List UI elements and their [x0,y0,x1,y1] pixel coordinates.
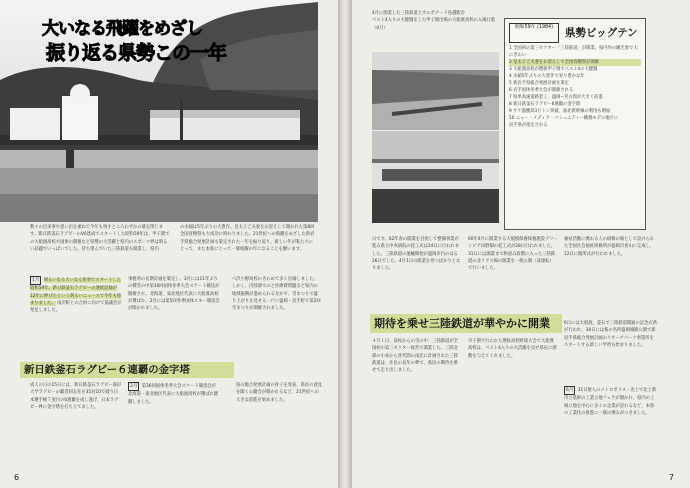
col2-badge: 2月 [128,382,139,391]
timeline-item: 10 ニュー・メディア・コミュニティー構想モデル地区に [509,116,618,121]
month1-block [30,276,122,350]
month1-badge: 1月 [30,276,41,285]
r-col3-text: 福祉活動に携わる人の研修の場として設けられた全国社会福祉研修所が盛岡市喜山に完成し、12日に開所式が行われました。 [564,237,655,257]
stadium-illustration [372,52,499,130]
r-col3c-badge: 6月 [564,386,575,395]
timeline-item: 9 サケ漁獲高3万トン突破、東北新幹線の利用も増加 [509,109,611,114]
timeline-item: 5 新岩手県総合発展計画を策定 [509,81,569,86]
timeline-item: 3 大船渡高校が選抜甲子園でベスト4の大健闘 [509,67,598,72]
timeline-item: 7 県単高速道路着工、盛岡−宮古間が大きく前進 [509,95,603,100]
col3-text: べ沢小野高校のきわめて多く出場しました。しかし、内陸部でのと医療費問題など県内の地域振興が進められるなかで、雪まつりで盛り上がりを見せる一戸に盛岡・岩手町で第2回雪まつりが開催されました。 [232,277,321,312]
r-col3c-block [564,386,658,476]
r-col3b-text: 6日には大船渡、釜石で三陸鉄道開通の記念式典が行われ、30日には桜の名所盛岡城跡公園で新岩手県総合発展計画のリサーチパーク事業所をスタートする新しい学習も始まりました。 [564,321,657,348]
timeline-item: 岩手県が指定される [509,123,548,128]
col3-text2: 県の総合発展計画の骨子を発表、県民の意見を聞く公聴会が開かれるなど、21世紀への大きな前進を始めました。 [236,383,322,403]
r-col1-text: 日です。62年春の開業を目指して整備事業が進み県立中央病院の起工式は24日に行われました。三陸鉄道の運輸開始が盛岡市内のはる26日でした。4月1日の開業を待つばかりとなりました。 [372,237,461,272]
left-page-number: 6 [14,473,20,482]
col2-block [128,382,220,476]
section2-title: 期待を乗せ三陸鉄道が華やかに開業 [370,314,562,333]
r-col2-text: 60年4月に開業する大規模保養保養施設グリーンピア田野畑の起工式が28日行われました。31日には開業まで秒読み段階に入った三陸鉄道の北リアス線の開業を一般公開（試運転）で行いました。 [468,237,558,272]
timeline-item: 8 新日鉄釜石ラグビー6連覇の金字塔 [509,102,581,107]
photo-captions [372,10,496,44]
binding-gutter [338,0,352,488]
timeline-list [509,45,641,225]
intro-col2: の水稲は5年ぶりの大豊作。皇太子ご夫妻をお迎えして開かれた第8回全国育樹祭も大成功に終わりました。21世紀への飛躍をめざした新岩手県総合発展計画も策定された一年を振り返り、新しい年が私たちにとって、また本県にとって一層飛躍の年になることを願います。 [180,225,315,252]
col2-text: 事務所の長期計画を策定し、3月には11年ぶりの積雪の中第36回国体冬季大会スケート競技が開催され、北海道、東北地区代表に大船渡高校が選ばれ、2月には第5回冬季国体スキー競技会が開かれました。 [128,277,220,312]
r-col3c-text: 31日無人のメトロポリス・北上で北上新市立基幹の工業立地フェアが開かれ、県内の工場立地を中心に多くの企業が訪れるなど、本県の工業化の推進に一層の弾みがつきました。 [564,388,657,416]
article-title-line1: 大いなる飛躍をめざし [42,19,202,39]
right-page-number: 7 [668,473,674,482]
timeline-item: 4 水稲5年ぶりの大豊作で実り豊かな年 [509,74,585,79]
left-page [0,0,338,488]
photo-train [372,131,499,223]
timeline-era: 昭和59年 (1984) [509,23,559,43]
caption-top1: 4月に開業した三陸鉄道とカルポナード島越駅舎 [372,11,465,16]
col2-text2: 第36回国体冬季大会スケート競技会が北海道・東北地区代表に大船渡高校が選ばれ健闘しました。 [128,384,219,405]
month1-text2: 南沢町との合併に向けて協議会が発足しました。 [30,300,122,314]
timeline-item: 2 皇太子ご夫妻をお迎えして全国育樹祭が開催 [509,59,641,66]
timeline-title: 県勢ビッグテン [565,27,638,39]
timeline-box [504,18,646,230]
right-page [352,0,690,488]
intro-col1: 数々の出来事や思い出を重ねて今年も残すところわずかの幕を閉じます。新日鉄釜石ラグビーのV6達成でスタートした昭和59年は、甲子園での大船渡高校や国体の開催など県勢の大活躍と県内のスポーツ界は明るい話題でいっぱいでした。待ち望んでいた三陸鉄道も開業し、県内 [30,225,170,252]
section1-text: 成人の日の15日には、新日鉄釜石ラグビー部が大学ラグビーの覇者同志社を35対10で破り日本選手権７度目の6連覇を成し遂げ、日本ラグビー界に金字塔を打ち立てました。 [30,383,122,410]
section2-text: ４月１日、前夜からの雪の中、三陸鉄道が全国初の第三セクター経営で開業した。三陸北部の小本から普代間の南北に計画された三陸鉄道は、住民の長年の夢で、県民の期待を乗せて走り出しました。 [372,339,458,374]
section2-text2: 早子園で行われた選抜高校野球大会で大船渡高校は、ベスト4入りの大活躍を見せ県民に感動を与えてくれました。 [468,339,557,359]
timeline-item: 1 全国初の第三セクター「三陸鉄道」が開業。県内外の観光客で大にぎわい [509,46,638,58]
train-illustration [372,131,499,223]
timeline-item: 6 岩手国体冬季大会が開催される [509,88,574,93]
month1-text: 明るいなる大いなる快挙でスタートした昭和59年。新日鉄釜石ラグビーの連続記録が12年に伸びたという明るいニュースで今年も始まりました。 [30,278,122,306]
photo-stadium [372,52,499,130]
article-title-line2: 振り返る県勢この一年 [46,42,227,64]
hero-photo [0,0,318,222]
caption-top2: ベスト4入りの大健闘をした甲子園出場の大船渡高校の入場行進（4月） [372,18,496,31]
section1-title: 新日鉄釜石ラグビー６連覇の金字塔 [20,362,234,378]
